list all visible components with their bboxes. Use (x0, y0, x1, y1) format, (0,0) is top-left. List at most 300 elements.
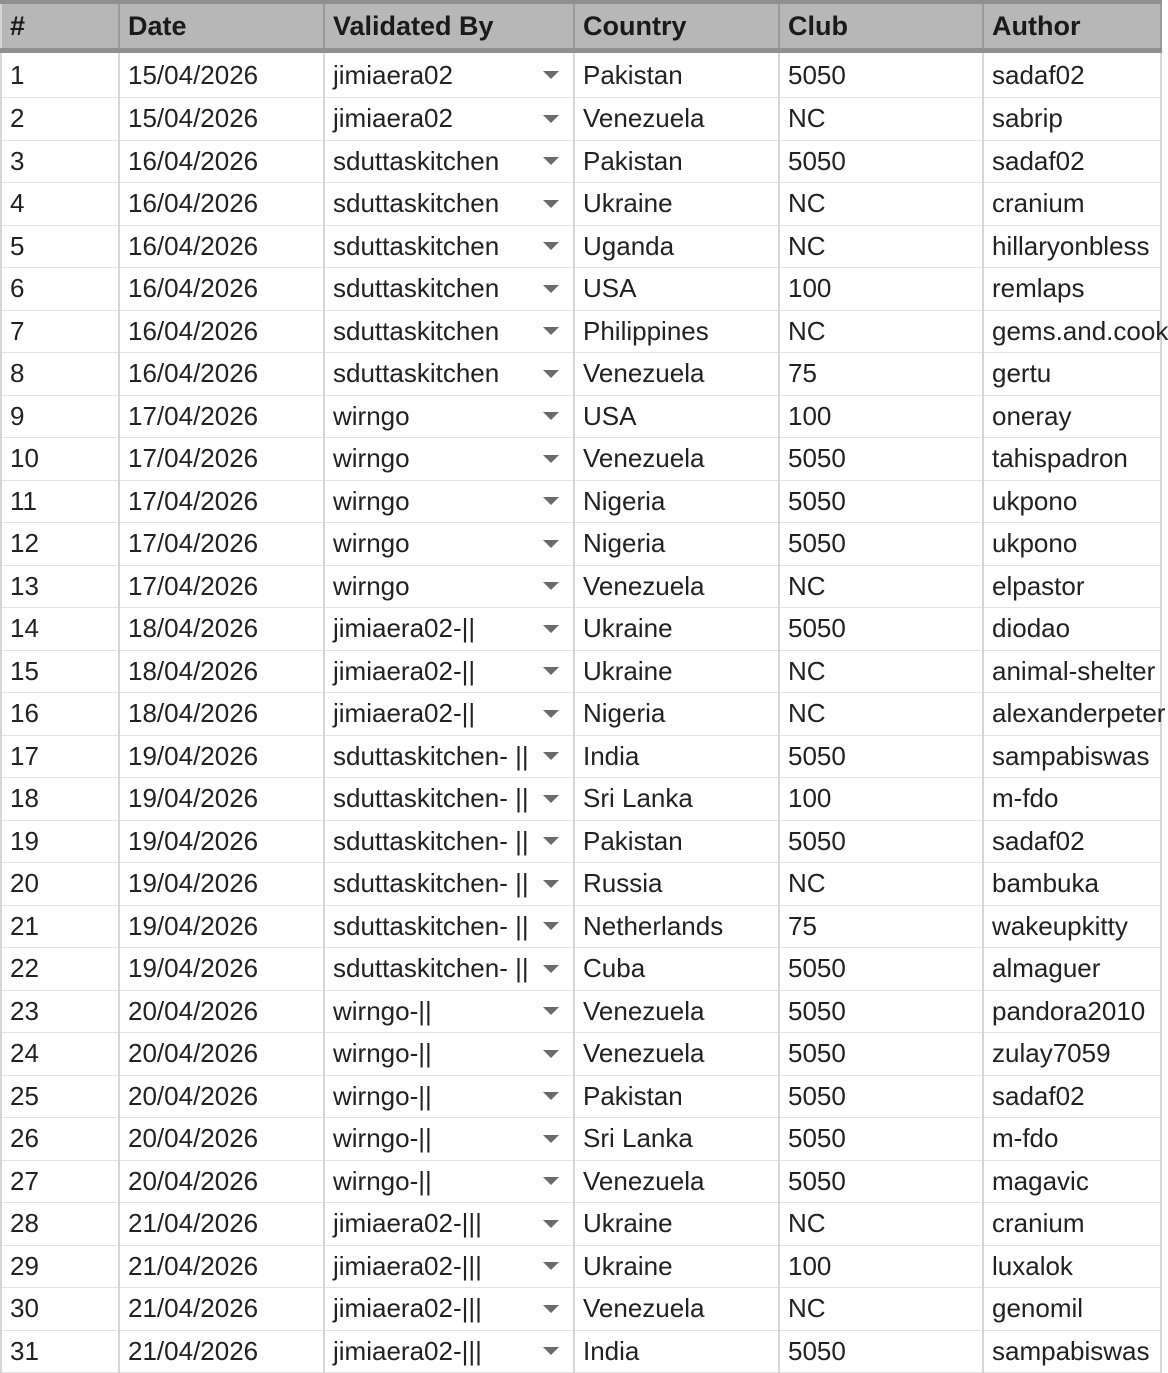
cell-club-text: NC (788, 868, 826, 899)
cell-number[interactable] (1, 735, 119, 778)
dropdown-arrow-icon[interactable] (543, 370, 559, 378)
cell-number[interactable] (1, 608, 119, 651)
cell-club-text: 5050 (788, 485, 846, 516)
table-row (1, 1075, 1161, 1118)
cell-author[interactable] (983, 820, 1161, 863)
cell-validated-by[interactable] (324, 98, 574, 141)
cell-author[interactable] (983, 225, 1161, 268)
cell-validated-by[interactable] (324, 608, 574, 651)
cell-author[interactable] (983, 1245, 1161, 1288)
cell-date-text: 19/04/2026 (128, 953, 259, 984)
table-row (1, 523, 1161, 566)
cell-country[interactable] (574, 225, 779, 268)
column-header-validated-by[interactable]: Validated By (324, 2, 574, 51)
dropdown-arrow-icon[interactable] (543, 497, 559, 505)
cell-author-text: zulay7059 (992, 1038, 1111, 1069)
cell-author-text: sampabiswas (992, 740, 1150, 771)
cell-author[interactable] (983, 948, 1161, 991)
cell-author[interactable] (983, 268, 1161, 311)
table-row (1, 905, 1161, 948)
cell-author-text: cranium (992, 1208, 1085, 1239)
cell-number[interactable] (1, 140, 119, 183)
cell-club[interactable] (779, 778, 983, 821)
cell-validated-by[interactable] (324, 735, 574, 778)
cell-date[interactable] (119, 480, 324, 523)
cell-date[interactable] (119, 735, 324, 778)
table-row (1, 693, 1161, 736)
cell-date-text: 17/04/2026 (128, 570, 259, 601)
cell-validated-by-text: sduttaskitchen (333, 358, 500, 389)
cell-date[interactable] (119, 820, 324, 863)
cell-date[interactable] (119, 990, 324, 1033)
cell-country-text: Venezuela (583, 1038, 705, 1069)
cell-country-text: Netherlands (583, 910, 724, 941)
dropdown-arrow-icon[interactable] (543, 1007, 559, 1015)
dropdown-arrow-icon[interactable] (543, 242, 559, 250)
cell-date[interactable] (119, 1203, 324, 1246)
cell-club[interactable] (779, 310, 983, 353)
cell-country-text: Philippines (583, 315, 709, 346)
cell-club-text: NC (788, 1293, 826, 1324)
cell-country-text: Pakistan (583, 825, 683, 856)
column-header-country[interactable]: Country (574, 2, 779, 51)
cell-number[interactable] (1, 820, 119, 863)
cell-validated-by-text: wirngo-|| (333, 1080, 432, 1111)
cell-number-text: 16 (10, 698, 39, 729)
column-header-club[interactable]: Club (779, 2, 983, 51)
cell-country-text: Venezuela (583, 103, 705, 134)
cell-club[interactable] (779, 438, 983, 481)
cell-author[interactable] (983, 735, 1161, 778)
cell-country-text: Venezuela (583, 995, 705, 1026)
cell-club[interactable] (779, 395, 983, 438)
cell-country[interactable] (574, 140, 779, 183)
cell-author[interactable] (983, 863, 1161, 906)
cell-club-text: 75 (788, 910, 817, 941)
cell-country-text: Pakistan (583, 59, 683, 90)
cell-club-text: 5050 (788, 528, 846, 559)
cell-author[interactable] (983, 183, 1161, 226)
cell-club[interactable] (779, 1075, 983, 1118)
cell-date[interactable] (119, 650, 324, 693)
cell-author-text: sampabiswas (992, 1335, 1150, 1366)
cell-club[interactable] (779, 353, 983, 396)
cell-author[interactable] (983, 990, 1161, 1033)
cell-club[interactable] (779, 948, 983, 991)
cell-country-text: Pakistan (583, 1080, 683, 1111)
cell-number[interactable] (1, 1118, 119, 1161)
cell-country[interactable] (574, 1288, 779, 1331)
cell-date[interactable] (119, 1288, 324, 1331)
cell-author[interactable] (983, 650, 1161, 693)
cell-number[interactable] (1, 268, 119, 311)
cell-number[interactable] (1, 565, 119, 608)
column-header-date[interactable]: Date (119, 2, 324, 51)
cell-country-text: USA (583, 273, 637, 304)
dropdown-arrow-icon[interactable] (543, 1135, 559, 1143)
dropdown-arrow-icon[interactable] (543, 582, 559, 590)
cell-author-text: luxalok (992, 1250, 1073, 1281)
cell-country-text: Venezuela (583, 570, 705, 601)
cell-club[interactable] (779, 565, 983, 608)
dropdown-arrow-icon[interactable] (543, 625, 559, 633)
cell-validated-by[interactable] (324, 1203, 574, 1246)
cell-author[interactable] (983, 565, 1161, 608)
cell-country[interactable] (574, 310, 779, 353)
cell-validated-by[interactable] (324, 353, 574, 396)
cell-validated-by[interactable] (324, 1118, 574, 1161)
cell-author-text: oneray (992, 400, 1072, 431)
cell-author[interactable] (983, 51, 1161, 98)
cell-country[interactable] (574, 523, 779, 566)
cell-club[interactable] (779, 523, 983, 566)
cell-number[interactable] (1, 438, 119, 481)
cell-validated-by[interactable] (324, 1075, 574, 1118)
cell-country[interactable] (574, 735, 779, 778)
cell-number-text: 13 (10, 570, 39, 601)
cell-number[interactable] (1, 905, 119, 948)
cell-country[interactable] (574, 608, 779, 651)
cell-validated-by[interactable] (324, 1288, 574, 1331)
cell-country-text: Ukraine (583, 1208, 673, 1239)
cell-club[interactable] (779, 990, 983, 1033)
cell-club[interactable] (779, 1330, 983, 1373)
cell-number[interactable] (1, 650, 119, 693)
dropdown-arrow-icon[interactable] (543, 1092, 559, 1100)
cell-validated-by[interactable] (324, 438, 574, 481)
cell-validated-by[interactable] (324, 140, 574, 183)
dropdown-arrow-icon[interactable] (543, 540, 559, 548)
cell-date[interactable] (119, 225, 324, 268)
cell-country[interactable] (574, 948, 779, 991)
dropdown-arrow-icon[interactable] (543, 412, 559, 420)
cell-number[interactable] (1, 1033, 119, 1076)
cell-validated-by-text: sduttaskitchen- || (333, 910, 529, 941)
cell-club[interactable] (779, 820, 983, 863)
cell-validated-by[interactable] (324, 395, 574, 438)
cell-author[interactable] (983, 608, 1161, 651)
cell-author[interactable] (983, 395, 1161, 438)
cell-club[interactable] (779, 98, 983, 141)
cell-club-text: 100 (788, 783, 832, 814)
cell-club[interactable] (779, 1033, 983, 1076)
cell-country-text: Sri Lanka (583, 1123, 693, 1154)
cell-club[interactable] (779, 905, 983, 948)
cell-number[interactable] (1, 98, 119, 141)
cell-author[interactable] (983, 523, 1161, 566)
cell-author[interactable] (983, 480, 1161, 523)
cell-country[interactable] (574, 438, 779, 481)
cell-number-text: 20 (10, 868, 39, 899)
cell-author-text: m-fdo (992, 1123, 1059, 1154)
cell-number[interactable] (1, 353, 119, 396)
cell-country[interactable] (574, 1118, 779, 1161)
cell-country[interactable] (574, 820, 779, 863)
cell-date[interactable] (119, 310, 324, 353)
cell-author-text: pandora2010 (992, 995, 1146, 1026)
cell-date[interactable] (119, 1118, 324, 1161)
cell-date[interactable] (119, 98, 324, 141)
cell-club-text: NC (788, 1208, 826, 1239)
cell-country[interactable] (574, 863, 779, 906)
dropdown-arrow-icon[interactable] (543, 455, 559, 463)
column-header-author[interactable]: Author (983, 2, 1161, 51)
cell-validated-by[interactable] (324, 1330, 574, 1373)
dropdown-arrow-icon[interactable] (543, 795, 559, 803)
cell-date[interactable] (119, 1245, 324, 1288)
cell-country[interactable] (574, 98, 779, 141)
cell-date[interactable] (119, 438, 324, 481)
cell-date[interactable] (119, 863, 324, 906)
dropdown-arrow-icon[interactable] (543, 71, 559, 79)
cell-club[interactable] (779, 268, 983, 311)
cell-number[interactable] (1, 480, 119, 523)
cell-country[interactable] (574, 905, 779, 948)
cell-author[interactable] (983, 778, 1161, 821)
cell-validated-by[interactable] (324, 1245, 574, 1288)
cell-number[interactable] (1, 778, 119, 821)
cell-number[interactable] (1, 225, 119, 268)
cell-author[interactable] (983, 98, 1161, 141)
dropdown-arrow-icon[interactable] (543, 115, 559, 123)
cell-validated-by[interactable] (324, 1160, 574, 1203)
cell-validated-by[interactable] (324, 225, 574, 268)
dropdown-arrow-icon[interactable] (543, 200, 559, 208)
cell-date-text: 15/04/2026 (128, 103, 259, 134)
cell-club[interactable] (779, 735, 983, 778)
dropdown-arrow-icon[interactable] (543, 1262, 559, 1270)
cell-date[interactable] (119, 395, 324, 438)
cell-author[interactable] (983, 353, 1161, 396)
dropdown-arrow-icon[interactable] (543, 1050, 559, 1058)
cell-author-text: gems.and.cook (992, 315, 1168, 346)
cell-validated-by[interactable] (324, 523, 574, 566)
cell-date-text: 19/04/2026 (128, 868, 259, 899)
cell-club[interactable] (779, 1288, 983, 1331)
cell-date-text: 18/04/2026 (128, 655, 259, 686)
cell-number[interactable] (1, 1160, 119, 1203)
table-row (1, 1160, 1161, 1203)
cell-number-text: 5 (10, 230, 25, 261)
cell-country-text: Pakistan (583, 145, 683, 176)
cell-author[interactable] (983, 1330, 1161, 1373)
dropdown-arrow-icon[interactable] (543, 752, 559, 760)
cell-number[interactable] (1, 990, 119, 1033)
cell-country-text: Venezuela (583, 443, 705, 474)
cell-date-text: 20/04/2026 (128, 1080, 259, 1111)
cell-country[interactable] (574, 1033, 779, 1076)
cell-validated-by[interactable] (324, 693, 574, 736)
cell-country[interactable] (574, 1160, 779, 1203)
cell-club[interactable] (779, 608, 983, 651)
cell-number[interactable] (1, 948, 119, 991)
cell-author[interactable] (983, 1118, 1161, 1161)
cell-date[interactable] (119, 268, 324, 311)
cell-country[interactable] (574, 1330, 779, 1373)
cell-number[interactable] (1, 1203, 119, 1246)
cell-date[interactable] (119, 608, 324, 651)
cell-author[interactable] (983, 1203, 1161, 1246)
cell-club[interactable] (779, 140, 983, 183)
cell-club[interactable] (779, 693, 983, 736)
cell-validated-by[interactable] (324, 565, 574, 608)
cell-author[interactable] (983, 693, 1166, 736)
cell-club[interactable] (779, 1160, 983, 1203)
dropdown-arrow-icon[interactable] (543, 965, 559, 973)
cell-club[interactable] (779, 1118, 983, 1161)
cell-author[interactable] (983, 1075, 1161, 1118)
cell-date[interactable] (119, 1160, 324, 1203)
cell-country[interactable] (574, 1245, 779, 1288)
cell-validated-by[interactable] (324, 268, 574, 311)
table-row (1, 225, 1161, 268)
cell-club-text: NC (788, 570, 826, 601)
cell-validated-by[interactable] (324, 51, 574, 98)
cell-number[interactable] (1, 1075, 119, 1118)
cell-club-text: 5050 (788, 443, 846, 474)
cell-validated-by[interactable] (324, 183, 574, 226)
cell-country[interactable] (574, 1075, 779, 1118)
cell-validated-by-text: jimiaera02-||| (333, 1335, 482, 1366)
dropdown-arrow-icon[interactable] (543, 285, 559, 293)
cell-validated-by[interactable] (324, 310, 574, 353)
cell-number-text: 14 (10, 613, 39, 644)
cell-author-text: cranium (992, 188, 1085, 219)
cell-author-text: ukpono (992, 485, 1078, 516)
cell-date[interactable] (119, 183, 324, 226)
cell-date[interactable] (119, 948, 324, 991)
cell-number[interactable] (1, 310, 119, 353)
cell-validated-by[interactable] (324, 905, 574, 948)
cell-validated-by[interactable] (324, 778, 574, 821)
table-row (1, 140, 1161, 183)
cell-author[interactable] (983, 438, 1161, 481)
cell-country[interactable] (574, 480, 779, 523)
cell-club[interactable] (779, 183, 983, 226)
cell-validated-by[interactable] (324, 863, 574, 906)
cell-validated-by[interactable] (324, 650, 574, 693)
dropdown-arrow-icon[interactable] (543, 667, 559, 675)
cell-club[interactable] (779, 51, 983, 98)
cell-club[interactable] (779, 480, 983, 523)
cell-author[interactable] (983, 1160, 1161, 1203)
cell-club[interactable] (779, 225, 983, 268)
cell-club-text: NC (788, 103, 826, 134)
cell-date[interactable] (119, 778, 324, 821)
dropdown-arrow-icon[interactable] (543, 157, 559, 165)
cell-date[interactable] (119, 905, 324, 948)
cell-validated-by[interactable] (324, 948, 574, 991)
cell-number-text: 29 (10, 1250, 39, 1281)
cell-country[interactable] (574, 353, 779, 396)
cell-date[interactable] (119, 693, 324, 736)
dropdown-arrow-icon[interactable] (543, 710, 559, 718)
cell-number[interactable] (1, 863, 119, 906)
table-row (1, 735, 1161, 778)
cell-number[interactable] (1, 51, 119, 98)
cell-validated-by-text: sduttaskitchen (333, 273, 500, 304)
dropdown-arrow-icon[interactable] (543, 1220, 559, 1228)
cell-club[interactable] (779, 650, 983, 693)
cell-date[interactable] (119, 51, 324, 98)
cell-country[interactable] (574, 650, 779, 693)
cell-author[interactable] (983, 1033, 1161, 1076)
cell-club-text: 5050 (788, 1123, 846, 1154)
cell-country[interactable] (574, 1203, 779, 1246)
cell-country[interactable] (574, 693, 779, 736)
cell-author[interactable] (983, 1288, 1161, 1331)
cell-club[interactable] (779, 1245, 983, 1288)
cell-number[interactable] (1, 523, 119, 566)
cell-country[interactable] (574, 565, 779, 608)
cell-number-text: 1 (10, 59, 25, 90)
dropdown-arrow-icon[interactable] (543, 922, 559, 930)
cell-country[interactable] (574, 268, 779, 311)
cell-number-text: 27 (10, 1165, 39, 1196)
cell-validated-by[interactable] (324, 820, 574, 863)
cell-validated-by[interactable] (324, 990, 574, 1033)
cell-number[interactable] (1, 395, 119, 438)
cell-date-text: 20/04/2026 (128, 1038, 259, 1069)
cell-number[interactable] (1, 1288, 119, 1331)
dropdown-arrow-icon[interactable] (543, 837, 559, 845)
cell-author[interactable] (983, 140, 1161, 183)
cell-validated-by[interactable] (324, 480, 574, 523)
cell-date[interactable] (119, 523, 324, 566)
table-row (1, 1245, 1161, 1288)
cell-country[interactable] (574, 778, 779, 821)
cell-date[interactable] (119, 565, 324, 608)
cell-validated-by-text: sduttaskitchen (333, 188, 500, 219)
cell-date[interactable] (119, 353, 324, 396)
cell-author[interactable] (983, 310, 1168, 353)
cell-date[interactable] (119, 1075, 324, 1118)
dropdown-arrow-icon[interactable] (543, 327, 559, 335)
cell-validated-by-text: sduttaskitchen- || (333, 783, 529, 814)
cell-club-text: 5050 (788, 740, 846, 771)
cell-number-text: 11 (10, 485, 37, 516)
cell-validated-by[interactable] (324, 1033, 574, 1076)
cell-validated-by-text: wirngo-|| (333, 995, 432, 1026)
dropdown-arrow-icon[interactable] (543, 880, 559, 888)
cell-date[interactable] (119, 140, 324, 183)
dropdown-arrow-icon[interactable] (543, 1305, 559, 1313)
table-row (1, 1118, 1161, 1161)
cell-author[interactable] (983, 905, 1161, 948)
cell-validated-by-text: sduttaskitchen (333, 315, 500, 346)
cell-number[interactable] (1, 1245, 119, 1288)
cell-number[interactable] (1, 1330, 119, 1373)
cell-date[interactable] (119, 1330, 324, 1373)
cell-country[interactable] (574, 990, 779, 1033)
dropdown-arrow-icon[interactable] (543, 1347, 559, 1355)
cell-country-text: Uganda (583, 230, 675, 261)
column-header-number[interactable]: # (1, 2, 119, 51)
cell-club[interactable] (779, 863, 983, 906)
cell-validated-by-text: jimiaera02-|| (333, 613, 476, 644)
cell-country[interactable] (574, 51, 779, 98)
cell-country[interactable] (574, 395, 779, 438)
cell-number[interactable] (1, 183, 119, 226)
cell-number-text: 30 (10, 1293, 39, 1324)
cell-country[interactable] (574, 183, 779, 226)
cell-number[interactable] (1, 693, 119, 736)
cell-number-text: 4 (10, 188, 25, 219)
cell-date[interactable] (119, 1033, 324, 1076)
dropdown-arrow-icon[interactable] (543, 1177, 559, 1185)
cell-number-text: 6 (10, 273, 25, 304)
cell-club[interactable] (779, 1203, 983, 1246)
